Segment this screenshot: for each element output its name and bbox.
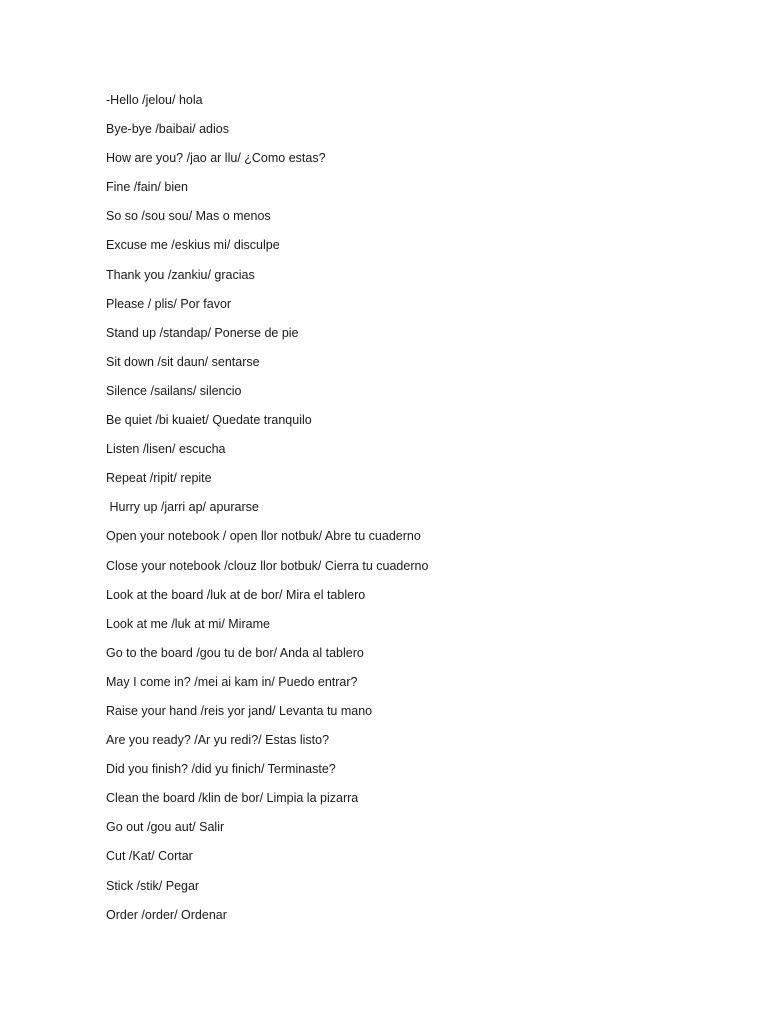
phrase-line: Go out /gou aut/ Salir bbox=[106, 820, 225, 835]
phrase-line: Look at the board /luk at de bor/ Mira el tablero bbox=[106, 587, 366, 602]
phrase-line: Order /order/ Ordenar bbox=[106, 907, 227, 922]
phrase-line: So so /sou sou/ Mas o menos bbox=[106, 209, 271, 224]
phrase-line: Sit down /sit daun/ sentarse bbox=[106, 354, 260, 369]
phrase-line: How are you? /jao ar llu/ ¿Como estas? bbox=[106, 151, 326, 166]
phrase-line: Go to the board /gou tu de bor/ Anda al tablero bbox=[106, 645, 364, 660]
phrase-line: Raise your hand /reis yor jand/ Levanta tu mano bbox=[106, 703, 373, 718]
phrase-line: Cut /Kat/ Cortar bbox=[106, 849, 193, 864]
phrase-line: Please / plis/ Por favor bbox=[106, 296, 232, 311]
phrase-line: Did you finish? /did yu finich/ Terminaste? bbox=[106, 762, 336, 777]
phrase-line: Thank you /zankiu/ gracias bbox=[106, 267, 255, 282]
phrase-line: Repeat /ripit/ repite bbox=[106, 471, 212, 486]
phrase-line: May I come in? /mei ai kam in/ Puedo entrar? bbox=[106, 674, 358, 689]
phrase-line: Stand up /standap/ Ponerse de pie bbox=[106, 325, 299, 340]
phrase-line: -Hello /jelou/ hola bbox=[106, 93, 203, 107]
phrase-line: Bye-bye /baibai/ adios bbox=[106, 122, 229, 137]
phrase-list bbox=[106, 91, 428, 935]
phrase-line: Silence /sailans/ silencio bbox=[106, 383, 242, 398]
phrase-line: Excuse me /eskius mi/ disculpe bbox=[106, 238, 280, 253]
phrase-line: Look at me /luk at mi/ Mirame bbox=[106, 616, 270, 631]
phrase-line: Be quiet /bi kuaiet/ Quedate tranquilo bbox=[106, 413, 312, 428]
phrase-line: Hurry up /jarri ap/ apurarse bbox=[106, 500, 259, 515]
phrase-line: Clean the board /klin de bor/ Limpia la pizarra bbox=[106, 791, 359, 806]
phrase-line: Stick /stik/ Pegar bbox=[106, 878, 200, 893]
phrase-line: Open your notebook / open llor notbuk/ Abre tu cuaderno bbox=[106, 529, 421, 544]
phrase-line: Close your notebook /clouz llor botbuk/ Cierra tu cuaderno bbox=[106, 558, 429, 573]
phrase-line: Listen /lisen/ escucha bbox=[106, 442, 226, 457]
phrase-line: Fine /fain/ bien bbox=[106, 180, 188, 195]
phrase-line: Are you ready? /Ar yu redi?/ Estas listo? bbox=[106, 733, 330, 748]
